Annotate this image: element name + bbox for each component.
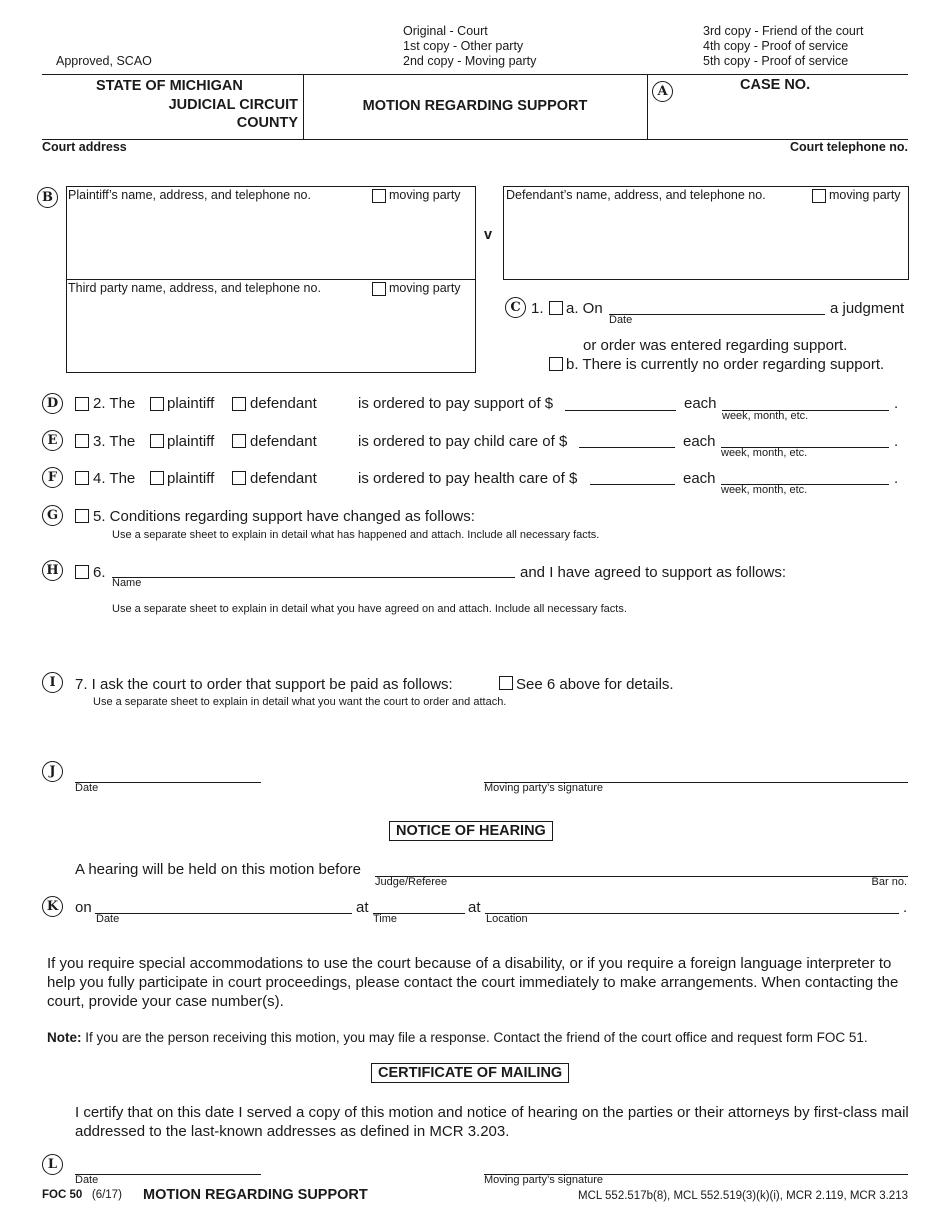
item-2-label: 2. The [93,395,136,412]
item-5-label: 5. Conditions regarding support have changed as follows: [93,508,475,525]
item-6-instructions: Use a separate sheet to explain in detail what you have agreed on and attach. Include all necessary facts. [112,603,627,615]
marker-f: F [42,467,63,488]
item-2-checkbox[interactable] [75,397,89,411]
court-address-label: Court address [42,140,127,154]
item-1a-label: a. On [566,300,603,317]
certificate-date-field[interactable] [75,1174,261,1175]
certificate-of-mailing-heading: CERTIFICATE OF MAILING [371,1063,569,1083]
item-4-text: is ordered to pay health care of $ [358,470,578,487]
copy-line: Original - Court [403,24,488,38]
case-no-label: CASE NO. [740,77,811,93]
copy-line: 1st copy - Other party [403,39,524,53]
item-3-defendant-checkbox[interactable] [232,434,246,448]
item-3-plaintiff-label: plaintiff [167,433,215,450]
signature-date-caption: Date [75,782,99,794]
form-title: MOTION REGARDING SUPPORT [362,98,588,114]
item-2-plaintiff-checkbox[interactable] [150,397,164,411]
item-6-agreed-label: and I have agreed to support as follows: [520,564,787,581]
form-revision: (6/17) [91,1189,122,1201]
court-identity [42,77,298,133]
note-text: If you are the person receiving this motion, you may file a response. Contact the friend of the court office and request form FOC 51. [81,1030,868,1045]
item-2-period-caption: week, month, etc. [722,410,809,422]
certificate-text: I certify that on this date I served a copy of this motion and notice of hearing on the parties or their attorneys by first-class mail addressed to the last-known addresses as defined in MCR 3.203. [75,1104,909,1140]
item-4-checkbox[interactable] [75,471,89,485]
accommodation-notice: If you require special accommodations to use the court because of a disability, or if you require a foreign language interpreter to help you fully participate in court proceedings, please contact the court immediately to make arrangements. When contacting the court, provide your case number(s). [47,955,899,1010]
marker-l: L [42,1154,63,1175]
versus-label: v [484,227,493,243]
item-4-defendant-label: defendant [250,470,317,487]
item-3-label: 3. The [93,433,136,450]
footer-citations: MCL 552.517b(8), MCL 552.519(3)(k)(i), MCR 2.119, MCR 3.213 [577,1190,908,1202]
marker-c: C [505,297,526,318]
marker-d: D [42,393,63,414]
item-4-plaintiff-label: plaintiff [167,470,215,487]
third-party-moving-party-checkbox[interactable] [372,282,386,296]
copy-line: 4th copy - Proof of service [703,39,849,53]
marker-i: I [42,672,63,693]
plaintiff-label: Plaintiff’s name, address, and telephone no. [68,188,311,202]
hearing-location-field[interactable] [485,913,899,914]
marker-a: A [652,81,673,102]
item-6-checkbox[interactable] [75,565,89,579]
item-1-number: 1. [531,300,544,317]
moving-party-signature-caption: Moving party’s signature [484,782,604,794]
item-2-each-label: each [684,395,717,412]
third-party-label: Third party name, address, and telephone no. [68,281,321,295]
item-4-period-dot: . [894,470,899,487]
item-3-plaintiff-checkbox[interactable] [150,434,164,448]
footer-form-id [42,1189,122,1201]
judge-referee-field[interactable] [375,876,908,877]
item-6-name-caption: Name [112,577,142,589]
county-label: COUNTY [236,115,298,131]
item-3-text: is ordered to pay child care of $ [358,433,568,450]
item-7-see-6-label: See 6 above for details. [516,676,674,693]
defendant-label: Defendant’s name, address, and telephone no. [506,188,766,202]
plaintiff-moving-party-checkbox[interactable] [372,189,386,203]
signature-date-field[interactable] [75,782,261,783]
item-7-see-6-checkbox[interactable] [499,676,513,690]
third-party-moving-party-label: moving party [389,281,461,295]
item-1b-checkbox[interactable] [549,357,563,371]
item-5-instructions: Use a separate sheet to explain in detail what has happened and attach. Include all necessary facts. [112,529,600,541]
court-telephone-label: Court telephone no. [789,140,908,154]
marker-j: J [42,761,63,782]
item-2-plaintiff-label: plaintiff [167,395,215,412]
plaintiff-moving-party-label: moving party [389,188,461,202]
certificate-signature-caption: Moving party’s signature [484,1174,604,1186]
item-4-each-label: each [683,470,716,487]
note-label: Note: [47,1030,82,1045]
item-1b-label: b. There is currently no order regarding support. [566,356,885,373]
item-2-amount-field[interactable] [565,410,676,411]
header-top-rule [42,74,908,75]
copy-distribution-right [703,24,864,69]
header-divider-right [647,74,648,140]
hearing-date-caption: Date [96,913,120,925]
copy-line: 5th copy - Proof of service [703,54,849,68]
response-note [47,1030,868,1045]
item-3-period-caption: week, month, etc. [721,447,808,459]
hearing-location-caption: Location [486,913,528,925]
footer-title: MOTION REGARDING SUPPORT [143,1187,368,1203]
item-3-period-dot: . [894,433,899,450]
header-bottom-rule [42,139,908,140]
defendant-moving-party-label: moving party [829,188,901,202]
copy-distribution-middle [403,24,536,69]
form-number: FOC 50 [42,1189,83,1201]
item-7-label: 7. I ask the court to order that support be paid as follows: [75,676,453,693]
item-7-instructions: Use a separate sheet to explain in detail what you want the court to order and attach. [93,696,507,708]
notice-of-hearing-heading: NOTICE OF HEARING [389,821,553,841]
item-2-defendant-label: defendant [250,395,317,412]
item-2-period-dot: . [894,395,899,412]
certificate-date-caption: Date [75,1174,99,1186]
item-1a-date-field[interactable] [609,314,825,315]
marker-e: E [42,430,63,451]
copy-line: 3rd copy - Friend of the court [703,24,864,38]
item-4-label: 4. The [93,470,136,487]
item-4-defendant-checkbox[interactable] [232,471,246,485]
item-1a-judgment-label: a judgment [830,300,905,317]
item-1a-continuation: or order was entered regarding support. [583,337,848,354]
hearing-time-caption: Time [373,913,398,925]
plaintiff-third-party-divider [66,279,475,280]
item-3-defendant-label: defendant [250,433,317,450]
state-label: STATE OF MICHIGAN [96,78,243,94]
hearing-on-label: on [75,899,92,916]
hearing-at-location-label: at [468,899,481,916]
marker-k: K [42,896,63,917]
item-1a-checkbox[interactable] [549,301,563,315]
copy-line: 2nd copy - Moving party [403,54,537,68]
item-3-checkbox[interactable] [75,434,89,448]
bar-no-caption: Bar no. [871,876,907,888]
item-2-defendant-checkbox[interactable] [232,397,246,411]
item-5-checkbox[interactable] [75,509,89,523]
approved-label: Approved, SCAO [56,54,152,68]
item-3-each-label: each [683,433,716,450]
marker-b: B [37,187,58,208]
item-2-text: is ordered to pay support of $ [358,395,554,412]
hearing-at-time-label: at [356,899,369,916]
judge-referee-caption: Judge/Referee [375,876,448,888]
hearing-location-dot: . [903,899,908,916]
item-4-plaintiff-checkbox[interactable] [150,471,164,485]
item-1a-date-caption: Date [609,314,633,326]
marker-h: H [42,560,63,581]
item-6-number: 6. [93,564,106,581]
item-4-amount-field[interactable] [590,484,675,485]
hearing-before-label: A hearing will be held on this motion before [75,861,362,878]
hearing-date-field[interactable] [95,913,352,914]
circuit-label: JUDICIAL CIRCUIT [168,96,298,113]
marker-g: G [42,505,63,526]
item-3-amount-field[interactable] [579,447,675,448]
item-4-period-caption: week, month, etc. [721,484,808,496]
defendant-moving-party-checkbox[interactable] [812,189,826,203]
item-6-name-field[interactable] [112,577,515,578]
